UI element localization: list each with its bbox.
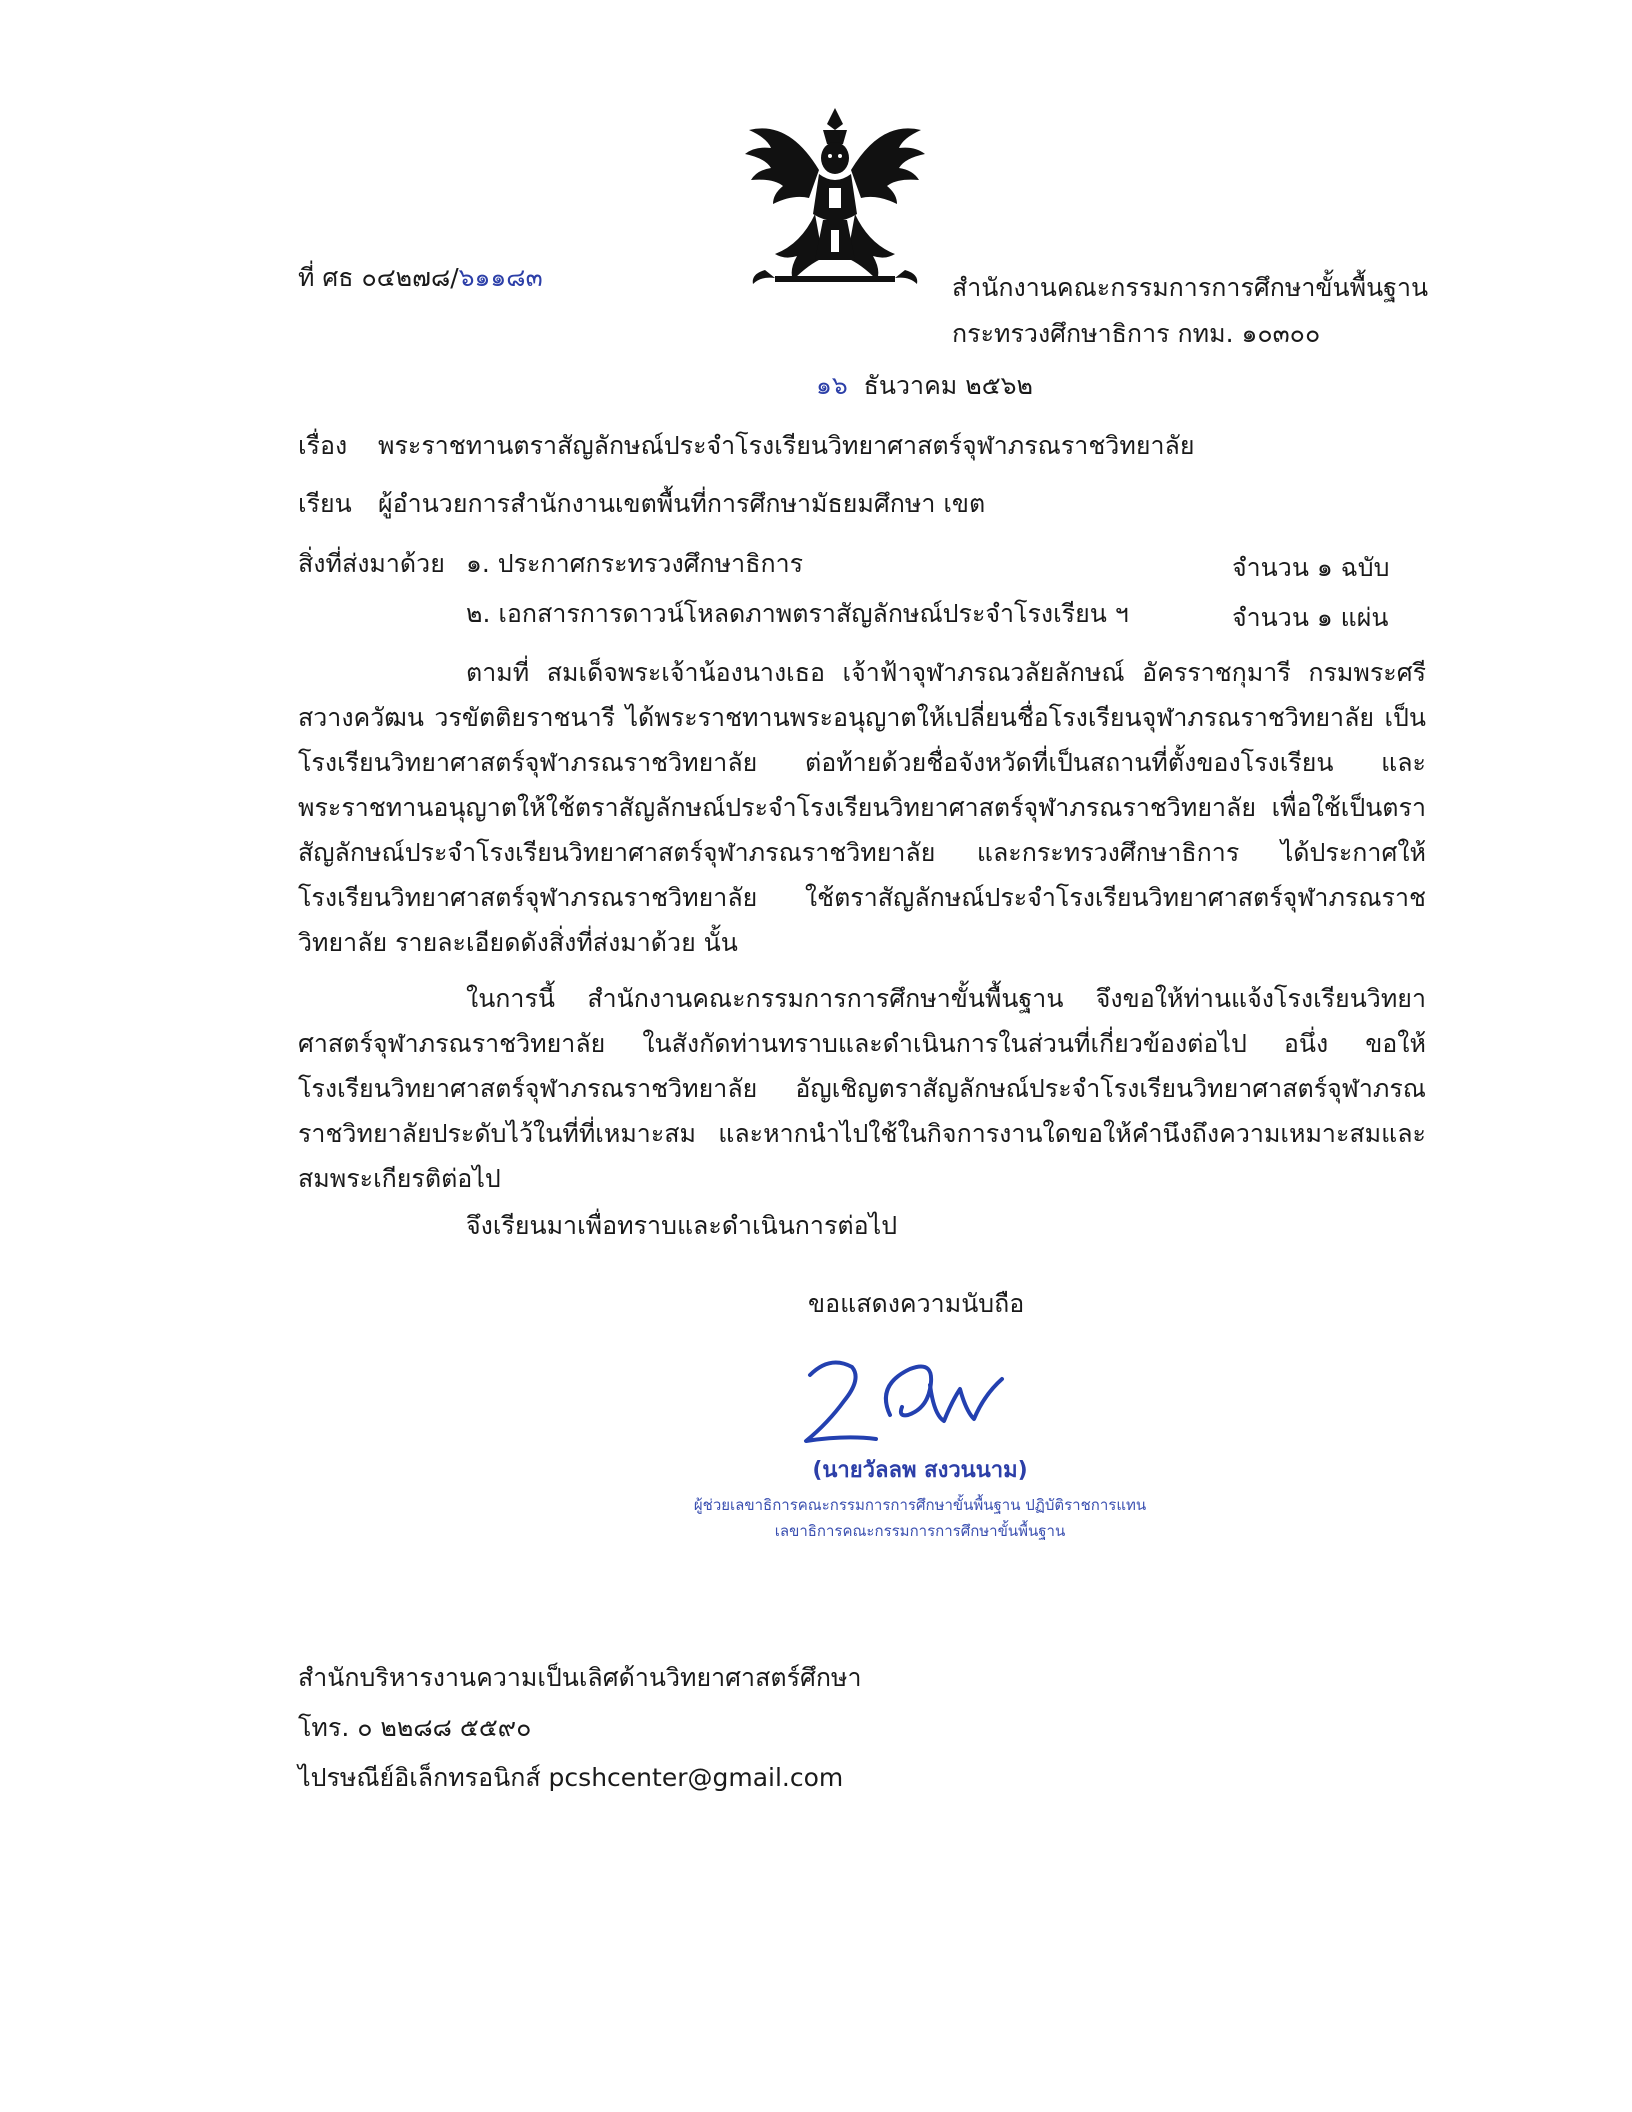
reference-label: ที่ ศธ ๐๔๒๗๘/	[298, 263, 459, 292]
footer-email: ไปรษณีย์อิเล็กทรอนิกส์ pcshcenter@gmail.com	[298, 1763, 844, 1792]
date-day: ๑๖	[816, 371, 848, 400]
closing-regards: ขอแสดงความนับถือ	[808, 1289, 1025, 1318]
body-paragraph-2: ในการนี้ สำนักงานคณะกรรมการการศึกษาขั้นพื้นฐาน จึงขอให้ท่านแจ้งโรงเรียนวิทยาศาสตร์จุฬาภรณราชวิทยาลัย ในสังกัดท่านทราบและดำเนินการในส่วนที่เกี่ยวข้องต่อไป อนึ่ง ขอให้โรงเรียนวิทยาศาสตร์จุฬาภรณราชวิทยาลัย อัญเชิญตราสัญลักษณ์ประจำโรงเรียนวิทยาศาสตร์จุฬาภรณราชวิทยาลัยประดับไว้ในที่ที่เหมาะสม และหากนำไปใช้ในกิจการงานใดขอให้คำนึงถึงความเหมาะสมและสมพระเกียรติต่อไป	[298, 984, 1426, 1193]
signatory-name: (นายวัลลพ สงวนนาม)	[812, 1458, 1028, 1483]
enclosures-label: สิ่งที่ส่งมาด้วย	[298, 549, 445, 578]
recipient-label: เรียน	[298, 489, 352, 518]
subject-label: เรื่อง	[298, 431, 348, 460]
footer-department: สำนักบริหารงานความเป็นเลิศด้านวิทยาศาสตร์ศึกษา	[298, 1663, 862, 1692]
recipient-text: ผู้อำนวยการสำนักงานเขตพื้นที่การศึกษามัธยมศึกษา เขต	[378, 489, 986, 518]
enclosure-item-1: ๑. ประกาศกระทรวงศึกษาธิการ	[466, 549, 804, 578]
enclosure-item-2: ๒. เอกสารการดาวน์โหลดภาพตราสัญลักษณ์ประจำโรงเรียน ฯ	[466, 599, 1129, 628]
office-address: กระทรวงศึกษาธิการ กทม. ๑๐๓๐๐	[952, 319, 1321, 348]
garuda-emblem-icon	[735, 100, 935, 300]
body-paragraph-1: ตามที่ สมเด็จพระเจ้าน้องนางเธอ เจ้าฟ้าจุฬาภรณวลัยลักษณ์ อัครราชกุมารี กรมพระศรีสวางควัฒน วรขัตติยราชนารี ได้พระราชทานพระอนุญาตให้เปลี่ยนชื่อโรงเรียนจุฬาภรณราชวิทยาลัย เป็น โรงเรียนวิทยาศาสตร์จุฬาภรณราชวิทยาลัย ต่อท้ายด้วยชื่อจังหวัดที่เป็นสถานที่ตั้งของโรงเรียน และพระราชทานอนุญาตให้ใช้ตราสัญลักษณ์ประจำโรงเรียนวิทยาศาสตร์จุฬาภรณราชวิทยาลัย เพื่อใช้เป็นตราสัญลักษณ์ประจำโรงเรียนวิทยาศาสตร์จุฬาภรณราชวิทยาลัย และกระทรวงศึกษาธิการ ได้ประกาศให้โรงเรียนวิทยาศาสตร์จุฬาภรณราชวิทยาลัย ใช้ตราสัญลักษณ์ประจำโรงเรียนวิทยาศาสตร์จุฬาภรณราชวิทยาลัย รายละเอียดดังสิ่งที่ส่งมาด้วย นั้น	[298, 658, 1426, 957]
signatory-title-2: เลขาธิการคณะกรรมการการศึกษาขั้นพื้นฐาน	[774, 1522, 1066, 1540]
footer-phone: โทร. ๐ ๒๒๘๘ ๕๕๙๐	[298, 1713, 532, 1742]
closing-request: จึงเรียนมาเพื่อทราบและดำเนินการต่อไป	[466, 1211, 898, 1240]
handwritten-signature	[790, 1345, 1050, 1455]
enclosure-qty-1: จำนวน ๑ ฉบับ	[1232, 553, 1390, 582]
enclosure-qty-2: จำนวน ๑ แผ่น	[1232, 603, 1389, 632]
document-reference	[298, 256, 543, 300]
document-date	[816, 364, 1033, 408]
signatory-title-1: ผู้ช่วยเลขาธิการคณะกรรมการการศึกษาขั้นพื้นฐาน ปฏิบัติราชการแทน	[693, 1496, 1147, 1514]
date-month-year: ธันวาคม ๒๕๖๒	[863, 371, 1033, 400]
subject-text: พระราชทานตราสัญลักษณ์ประจำโรงเรียนวิทยาศาสตร์จุฬาภรณราชวิทยาลัย	[378, 431, 1195, 460]
reference-number: ๖๑๑๘๓	[458, 263, 543, 292]
office-name: สำนักงานคณะกรรมการการศึกษาขั้นพื้นฐาน	[952, 273, 1429, 302]
